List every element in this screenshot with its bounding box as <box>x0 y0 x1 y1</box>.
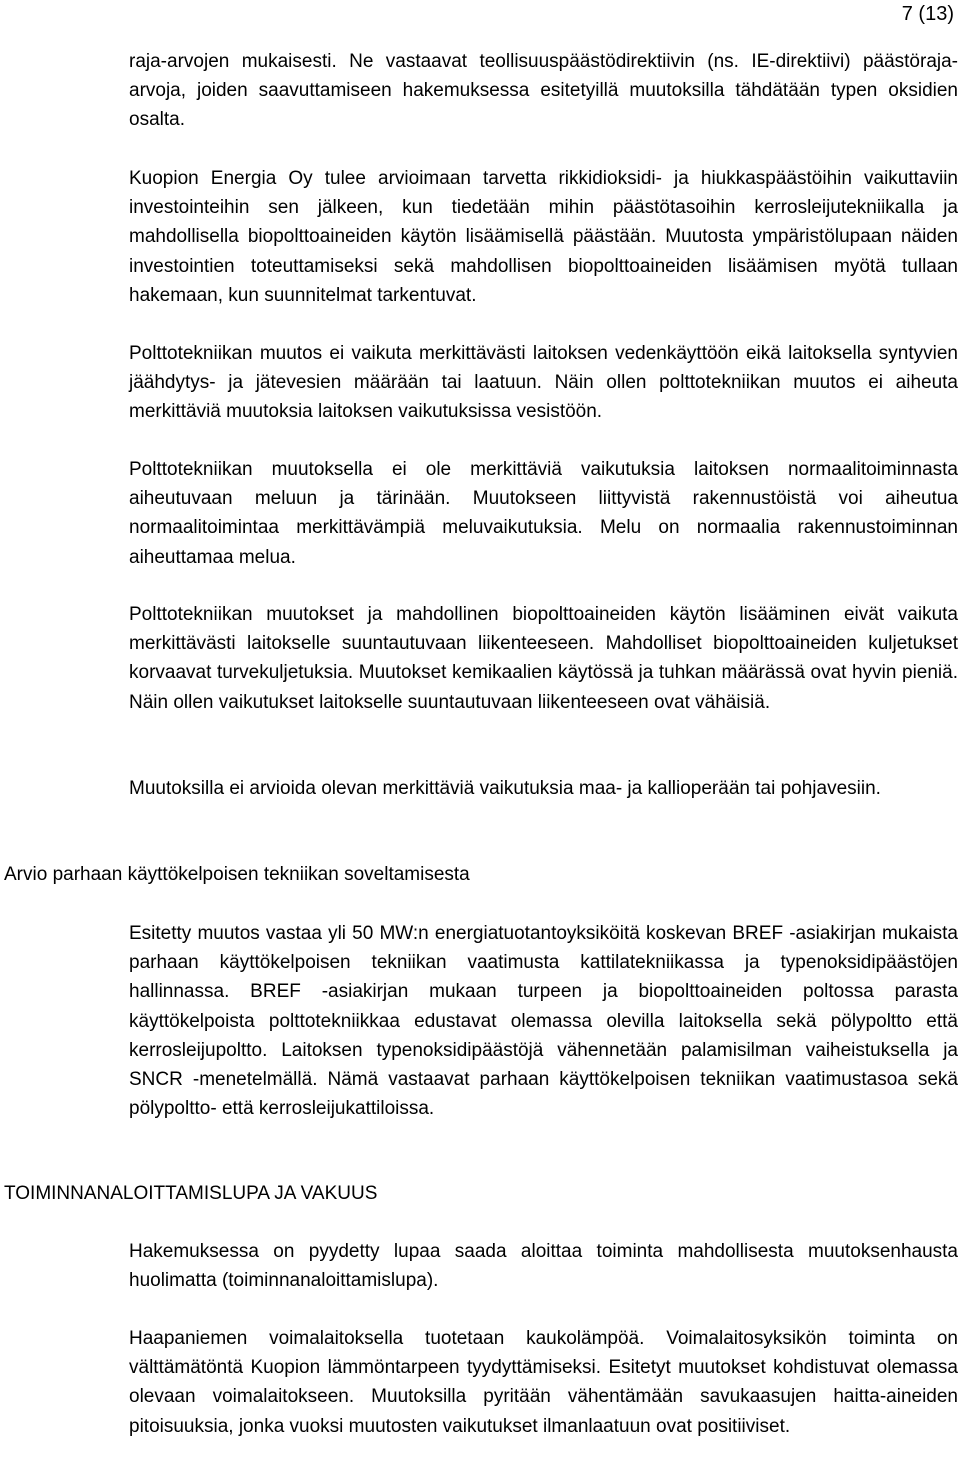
paragraph-traffic-impact: Polttotekniikan muutokset ja mahdollinen biopolttoaineiden käytön lisääminen eivät vaikuta merkittävästi laitokselle suuntautuvaan liikenteeseen. Mahdolliset biopolttoaineiden kuljetukset korvaavat turvekuljetuksia. Muutokset kemikaalien käytössä ja tuhkan määrässä ovat hyvin pieniä. Näin ollen vaikutukset laitokselle suuntautuvaan liikenteeseen ovat vähäisiä. <box>129 604 958 713</box>
paragraph-water-impact: Polttotekniikan muutos ei vaikuta merkittävästi laitoksen vedenkäyttöön eikä laitoksella syntyvien jäähdytys- ja jätevesien määrään tai laatuun. Näin ollen polttotekniikan muutos ei aiheuta merkittäviä muutoksia laitoksen vaikutuksissa vesistöön. <box>129 343 958 423</box>
paragraph-noise-impact: Polttotekniikan muutoksella ei ole merkittäviä vaikutuksia laitoksen normaalitoiminnasta aiheutuvaan meluun ja tärinään. Muutokseen liittyvistä rakennustöistä voi aiheutua normaalitoimintaa merkittävämpiä meluvaikutuksia. Melu on normaalia rakennustoiminnan aiheuttamaa melua. <box>129 459 958 568</box>
paragraph-district-heating: Haapaniemen voimalaitoksella tuotetaan kaukolämpöä. Voimalaitosyksikön toiminta on välttämätöntä Kuopion lämmöntarpeen tyydyttämiseksi. Esitetyt muutokset kohdistuvat olemassa olevaan voimalaitokseen. Muutoksilla pyritään vähentämään savukaasujen haitta-aineiden pitoisuuksia, jonka vuoksi muutosten vaikutukset ilmanlaatuun ovat positiiviset. <box>129 1328 958 1437</box>
paragraph-emission-limits: raja-arvojen mukaisesti. Ne vastaavat teollisuuspäästödirektiivin (ns. IE-direktiivi) päästöraja-arvoja, joiden saavuttamiseen hakemuksessa esitetyillä muutoksilla tähdätään typen oksidien osalta. <box>129 51 958 131</box>
paragraph-permit-request: Hakemuksessa on pyydetty lupaa saada aloittaa toiminta mahdollisesta muutoksenhausta huolimatta (toiminnanaloittamislupa). <box>129 1241 958 1292</box>
paragraph-bat-assessment: Esitetty muutos vastaa yli 50 MW:n energiatuotantoyksiköitä koskevan BREF -asiakirjan mukaista parhaan käyttökelpoisen tekniikan vaatimusta kattilatekniikassa ja typenoksidipäästöjen hallinnassa. BREF -asiakirjan mukaan turpeen ja biopolttoaineiden poltossa parasta käyttökelpoista polttotekniikkaa edustavat olemassa olevilla laitoksella sekä pölypoltto että kerrosleijupoltto. Laitoksen typenoksidipäästöjä vähennetään palamisilman vaiheistuksella ja SNCR -menetelmällä. Nämä vastaavat parhaan käyttökelpoisen tekniikan vaatimustasoa sekä pölypoltto- että kerrosleijukattiloissa. <box>129 923 958 1120</box>
section-heading-bat: Arvio parhaan käyttökelpoisen tekniikan soveltamisesta <box>4 864 470 885</box>
section-heading-permit: TOIMINNANALOITTAMISLUPA JA VAKUUS <box>4 1183 378 1204</box>
paragraph-soil-impact: Muutoksilla ei arvioida olevan merkittäviä vaikutuksia maa- ja kallioperään tai pohjavesiin. <box>129 778 881 799</box>
page-number: 7 (13) <box>901 3 954 25</box>
paragraph-investments: Kuopion Energia Oy tulee arvioimaan tarvetta rikkidioksidi- ja hiukkaspäästöihin vaikuttaviin investointeihin sen jälkeen, kun tiedetään mihin päästötasoihin kerrosleijutekniikalla ja mahdollisella biopolttoaineiden käytön lisäämisellä päästään. Muutosta ympäristölupaan näiden investointien toteuttamiseksi sekä mahdollisen biopolttoaineiden lisäämisen myötä tullaan hakemaan, kun suunnitelmat tarkentuvat. <box>129 168 958 306</box>
